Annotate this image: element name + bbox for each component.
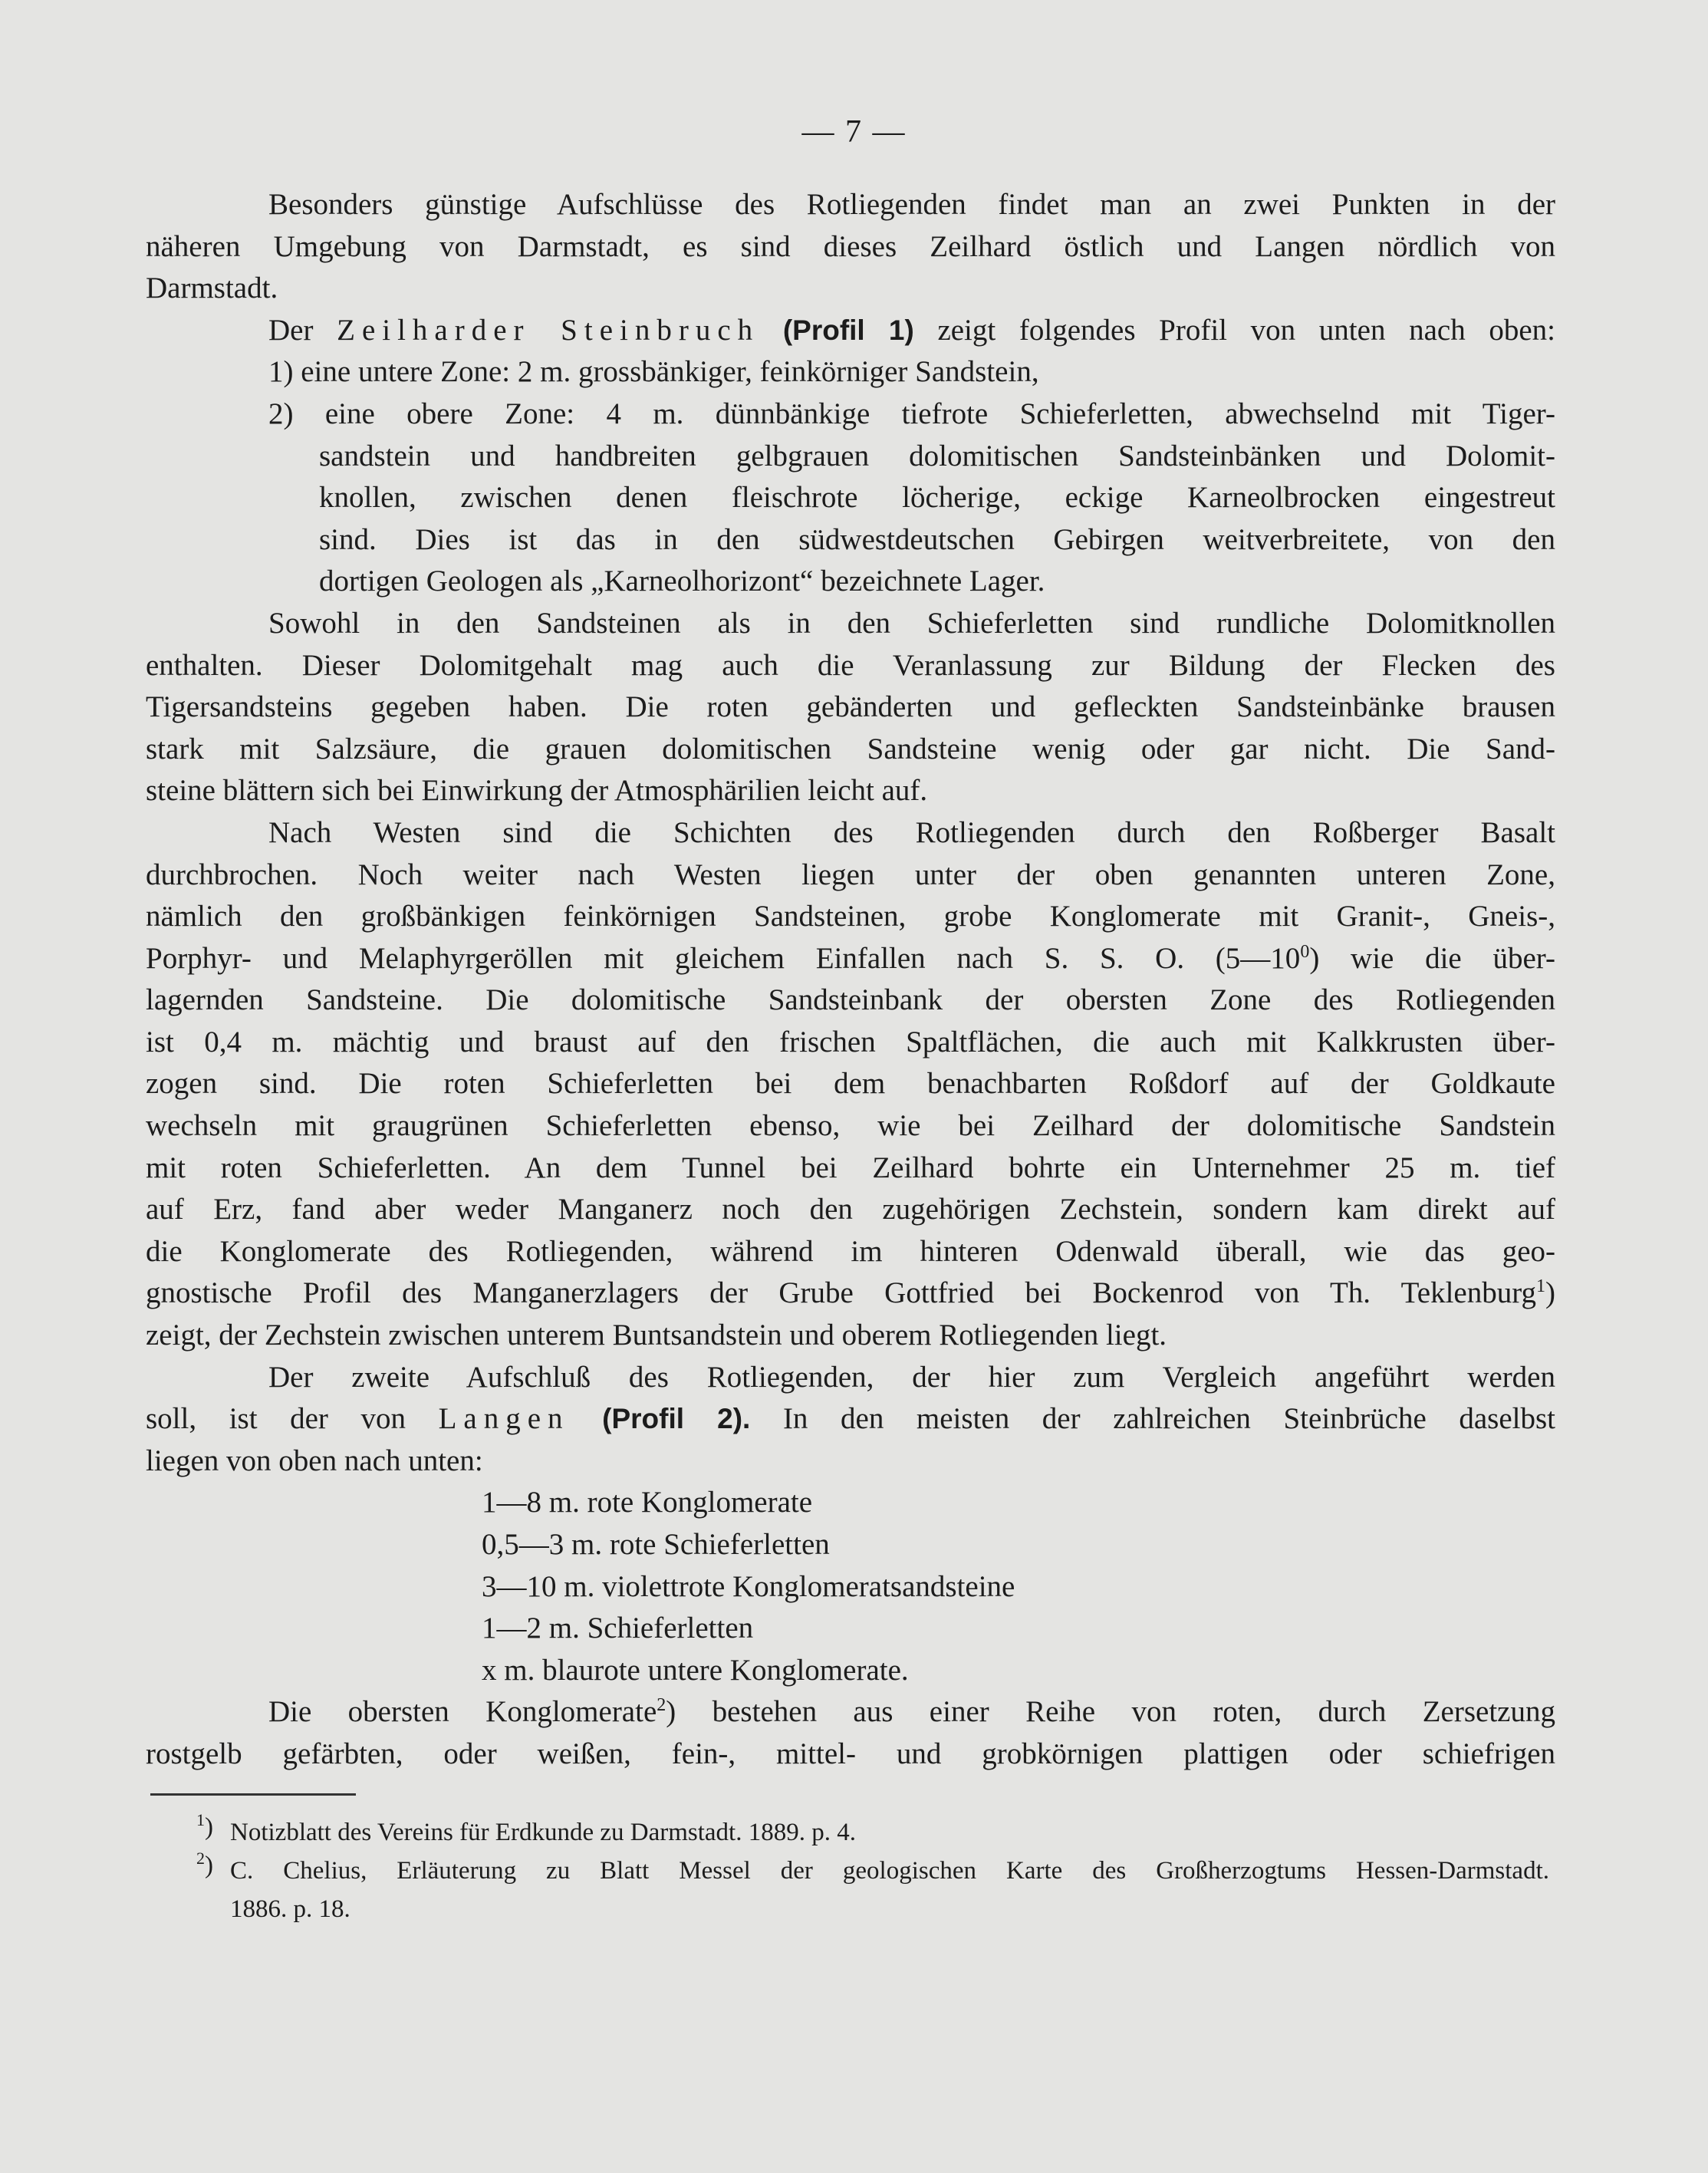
text-span: In den meisten der zahlreichen Steinbrüche daselbst <box>782 1402 1556 1436</box>
text-line <box>146 310 1555 352</box>
text-line: ist 0,4 m. mächtig und braust auf den frischen Spaltflächen, die auch mit Kalkkrusten über- <box>146 1025 1555 1059</box>
text-line: mit roten Schieferletten. An dem Tunnel bei Zeilhard bohrte ein Unternehmer 25 m. tief <box>146 1151 1555 1184</box>
text-line: zogen sind. Die roten Schieferletten bei dem benachbarten Roßdorf auf der Goldkaute <box>146 1067 1555 1101</box>
text-line: Sowohl in den Sandsteinen als in den Schieferletten sind rundliche Dolomitknollen <box>268 606 1555 640</box>
text-line: sind. Dies ist das in den südwestdeutschen Gebirgen weitverbreitete, von den <box>319 522 1555 556</box>
text-line: liegen von oben nach unten: <box>146 1444 483 1477</box>
footnote-number: 1 <box>196 1810 205 1829</box>
footnote-marker: $^2$) <box>196 1849 213 1879</box>
footnote-text: C. Chelius, Erläuterung zu Blatt Messel der geologischen Karte des Großherzogtums Hessen-Darmstadt. <box>230 1857 1549 1885</box>
list-item: 1) eine untere Zone: 2 m. grossbänkiger, feinkörniger Sandstein, <box>268 355 1039 389</box>
footnote <box>196 1810 1549 1852</box>
footnote <box>196 1849 1549 1928</box>
text-line: enthalten. Dieser Dolomitgehalt mag auch die Veranlassung zur Bildung der Flecken des <box>146 648 1555 682</box>
text-line: rostgelb gefärbten, oder weißen, fein-, mittel- und grobkörnigen plattigen oder schiefrigen <box>146 1737 1555 1770</box>
footnote-text: 1886. p. 18. <box>230 1895 350 1923</box>
layer-item: 3—10 m. violettrote Konglomeratsandsteine <box>482 1569 1015 1603</box>
text-line: näheren Umgebung von Darmstadt, es sind dieses Zeilhard östlich und Langen nördlich von <box>146 229 1555 263</box>
text-span: ) <box>1545 1276 1555 1310</box>
text-span: gnostische Profil des Manganerzlagers der Grube Gottfried bei Bockenrod von Th. Teklenburg <box>146 1276 1536 1310</box>
superscript: 0 <box>1300 941 1310 962</box>
text-line <box>146 938 1555 980</box>
layer-item: 1—8 m. rote Konglomerate <box>482 1486 813 1519</box>
text-line: knollen, zwischen denen fleischrote löcherige, eckige Karneolbrocken eingestreut <box>319 481 1555 515</box>
text-line: sandstein und handbreiten gelbgrauen dolomitischen Sandsteinbänken und Dolomit- <box>319 439 1555 472</box>
layer-item: 1—2 m. Schieferletten <box>482 1612 754 1645</box>
spaced-name: Langen <box>438 1402 570 1436</box>
text-span: ) bestehen aus einer Reihe von roten, durch Zersetzung <box>666 1695 1555 1729</box>
page-number: — 7 — <box>801 114 907 150</box>
layer-item: x m. blaurote untere Konglomerate. <box>482 1653 909 1687</box>
text-line: wechseln mit graugrünen Schieferletten ebenso, wie bei Zeilhard der dolomitische Sandstein <box>146 1109 1555 1143</box>
text-line: lagernden Sandsteine. Die dolomitische Sandsteinbank der obersten Zone des Rotliegenden <box>146 983 1555 1017</box>
text-line: Nach Westen sind die Schichten des Rotliegenden durch den Roßberger Basalt <box>268 815 1555 849</box>
text-line: stark mit Salzsäure, die grauen dolomitischen Sandsteine wenig oder gar nicht. Die Sand- <box>146 732 1555 765</box>
text-span: Der <box>268 313 314 347</box>
text-line <box>146 1398 1555 1440</box>
profile-reference: (Profil 2). <box>602 1403 751 1435</box>
text-line: steine blättern sich bei Einwirkung der Atmosphärilien leicht auf. <box>146 774 928 808</box>
text-line: Tigersandsteins gegeben haben. Die roten gebänderten und gefleckten Sandsteinbänke brausen <box>146 690 1555 724</box>
main-text <box>146 184 1555 1776</box>
footnotes <box>196 1810 1549 1928</box>
footnote-text: Notizblatt des Vereins für Erdkunde zu Darmstadt. 1889. p. 4. <box>230 1819 856 1846</box>
text-line: dortigen Geologen als „Karneolhorizont“ bezeichnete Lager. <box>319 565 1045 598</box>
footnote-ref: 1 <box>1536 1276 1545 1297</box>
text-line: Darmstadt. <box>146 272 278 305</box>
profile-reference: (Profil 1) <box>782 314 914 346</box>
text-span: ) wie die über- <box>1309 941 1555 975</box>
text-span: Porphyr- und Melaphyrgeröllen mit gleichem Einfallen nach S. S. O. (5—10 <box>146 941 1301 975</box>
footnote-marker: $^1$) <box>196 1810 213 1841</box>
text-line: nämlich den großbänkigen feinkörnigen Sandsteinen, grobe Konglomerate mit Granit-, Gneis-, <box>146 900 1555 933</box>
text-line: auf Erz, fand aber weder Manganerz noch den zugehörigen Zechstein, sondern kam direkt auf <box>146 1193 1555 1226</box>
text-span: zeigt folgendes Profil von unten nach oben: <box>937 313 1556 347</box>
text-line <box>146 1691 1555 1733</box>
text-line: durchbrochen. Noch weiter nach Westen liegen unter der oben genannten unteren Zone, <box>146 858 1555 891</box>
text-line: die Konglomerate des Rotliegenden, während im hinteren Odenwald überall, wie das geo- <box>146 1234 1555 1268</box>
text-line: Der zweite Aufschluß des Rotliegenden, der hier zum Vergleich angeführt werden <box>268 1360 1555 1394</box>
layer-item: 0,5—3 m. rote Schieferletten <box>482 1528 830 1561</box>
text-line: Besonders günstige Aufschlüsse des Rotliegenden findet man an zwei Punkten in der <box>268 188 1555 221</box>
footnote-ref: 2 <box>657 1695 666 1716</box>
text-line <box>146 1273 1555 1315</box>
text-line: zeigt, der Zechstein zwischen unterem Buntsandstein und oberem Rotliegenden liegt. <box>146 1319 1167 1352</box>
spaced-name: Zeilharder Steinbruch <box>337 313 760 347</box>
footnote-divider <box>150 1793 356 1796</box>
footnote-number: 2 <box>196 1849 205 1868</box>
list-item: 2) eine obere Zone: 4 m. dünnbänkige tiefrote Schieferletten, abwechselnd mit Tiger- <box>268 397 1555 430</box>
text-span: Die obersten Konglomerate <box>268 1695 657 1729</box>
text-span: soll, ist der von <box>146 1402 406 1436</box>
